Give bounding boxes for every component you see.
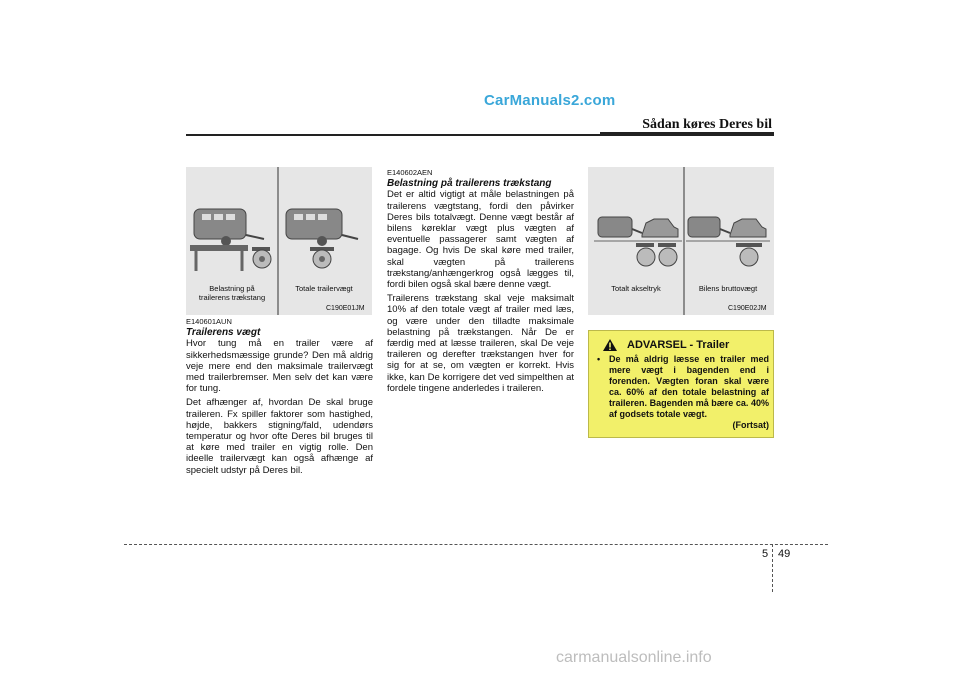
warning-box <box>588 330 774 438</box>
paragraph: Hvor tung må en trailer være af sikkerhedsmæssige grunde? Den må aldrig veje mere end den maksimale trailervægt med trailerbremser. Men selv det kan være for tung. <box>186 338 373 395</box>
header-rule-accent <box>600 132 774 136</box>
page-separator <box>772 544 773 592</box>
section-code: E140602AEN <box>387 168 433 177</box>
section-code: E140601AUN <box>186 317 232 326</box>
figure-left-code: C190E01JM <box>326 305 365 312</box>
column-tongue-load <box>387 167 574 397</box>
figure-left-caption-left: Belastning på trailerens trækstang <box>198 284 266 302</box>
chapter-number: 5 <box>762 548 769 560</box>
figure-left-caption-right: Totale trailervægt <box>295 284 353 293</box>
warning-text: De må aldrig læsse en trailer med mere vægt i bagenden end i forenden. Vægten foran skal være ca. 60% af den totale belastning af traileren. Bagenden må bære ca. 40% af godsets totale vægt. <box>609 354 769 419</box>
section-title: Sådan køres Deres bil <box>642 117 772 132</box>
bullet-icon: • <box>597 354 601 364</box>
page-number: 49 <box>778 548 791 560</box>
figure-right-caption-right: Bilens bruttovægt <box>698 284 758 293</box>
section-heading: Belastning på trailerens trækstang <box>387 178 552 190</box>
section-heading: Trailerens vægt <box>186 327 261 339</box>
warning-icon <box>603 339 617 351</box>
column-trailer-weight <box>186 316 373 479</box>
warning-title: ADVARSEL - Trailer <box>627 339 730 351</box>
watermark-top: CarManuals2.com <box>484 92 616 109</box>
paragraph: Det afhænger af, hvordan De skal bruge traileren. Fx spiller faktorer som hastighed, højde, bakkers stigning/fald, udendørs temperatur og hvor ofte Deres bil bruges til at køre med trailer en vigtig rolle. Den ideelle trailervægt kan også afhænge af specielt udstyr på Deres bil. <box>186 397 373 476</box>
paragraph: Trailerens trækstang skal veje maksimalt 10% af den totale vægt af trailer med læs, og være under den tilladte maksimale belastning på trækstangen. Når De er færdig med at læsse traileren, skal De veje traileren og derefter trækstangen hver for sig for at se, om vægten er korrekt. Hvis ikke, kan De korrigere det ved simpelthen at fordele tingene anderledes i traileren. <box>387 293 574 394</box>
warning-continued: (Fortsat) <box>732 420 769 430</box>
footer-rule <box>124 544 828 545</box>
watermark-bottom: carmanualsonline.info <box>556 649 712 666</box>
figure-right-caption-left: Totalt akseltryk <box>611 284 661 293</box>
paragraph: Det er altid vigtigt at måle belastningen på trailerens vægtstang, fordi den påvirker Deres bils totalvægt. Denne vægt består af bilens køreklar vægt plus vægten af eventuelle passagerer samt vægten af bagage. Og hvis De skal køre med trailer, skal vægten på trailerens trækstang/anhængerkrog også lægges til, fordi bilen også skal bære denne vægt. <box>387 189 574 291</box>
figure-right-code: C190E02JM <box>728 305 767 312</box>
